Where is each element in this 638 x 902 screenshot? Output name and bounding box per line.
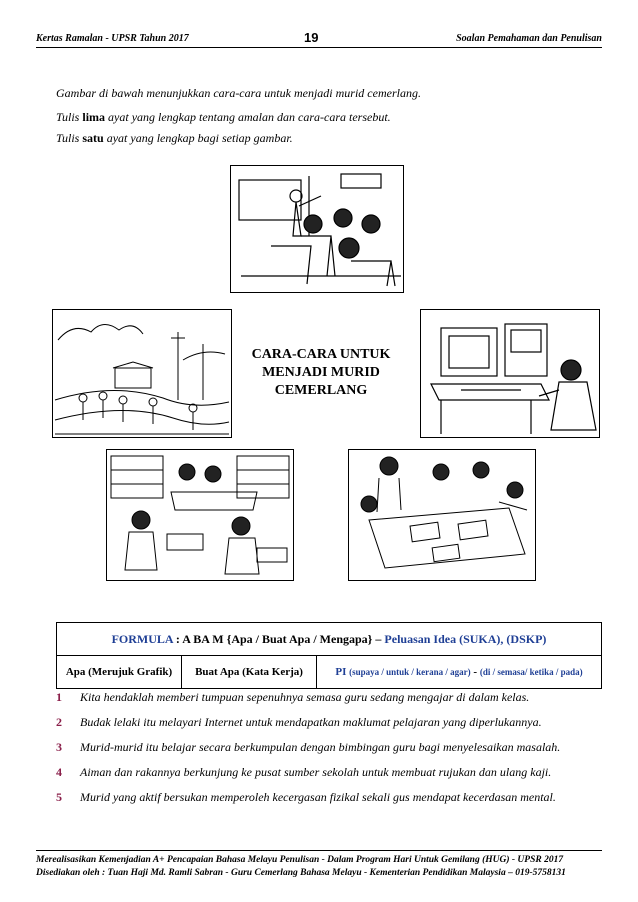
page-header bbox=[36, 30, 602, 48]
instruction-line-2: Tulis lima ayat yang lengkap tentang amalan dan cara-cara tersebut. bbox=[56, 110, 391, 124]
header-left: Kertas Ramalan - UPSR Tahun 2017 bbox=[36, 33, 189, 44]
formula-heading: FORMULA : A BA M {Apa / Buat Apa / Mengapa} – Peluasan Idea (SUKA), (DSKP) bbox=[57, 623, 601, 656]
answer-item: 5 Murid yang aktif bersukan memperoleh kecergasan fizikal sekali gus mendapat kecerdasan mental. bbox=[56, 790, 556, 804]
formula-col-pi: PI (supaya / untuk / kerana / agar) - (di / semasa/ ketika / pada) bbox=[335, 666, 583, 678]
computer-user-image bbox=[420, 309, 600, 438]
formula-box bbox=[56, 622, 602, 689]
group-study-image bbox=[348, 449, 536, 581]
formula-col-apa: Apa (Merujuk Grafik) bbox=[57, 656, 182, 688]
answer-item: 4 Aiman dan rakannya berkunjung ke pusat sumber sekolah untuk membuat rujukan dan ulang kaji. bbox=[56, 765, 552, 779]
page-number: 19 bbox=[304, 30, 319, 45]
header-right: Soalan Pemahaman dan Penulisan bbox=[456, 33, 602, 44]
answer-item: 1 Kita hendaklah memberi tumpuan sepenuhnya semasa guru sedang mengajar di dalam kelas. bbox=[56, 690, 530, 704]
classroom-teacher-image bbox=[230, 165, 404, 293]
answer-item: 2 Budak lelaki itu melayari Internet untuk mendapatkan maklumat pelajaran yang diperlukannya. bbox=[56, 715, 542, 729]
answer-item: 3 Murid-murid itu belajar secara berkumpulan dengan bimbingan guru bagi menyelesaikan masalah. bbox=[56, 740, 561, 754]
footer-line-1: Merealisasikan Kemenjadian A+ Pencapaian Bahasa Melayu Penulisan - Dalam Program Hari Untuk Gemilang (HUG) - UPSR 2017 bbox=[36, 855, 564, 865]
formula-col-buat-apa: Buat Apa (Kata Kerja) bbox=[182, 656, 317, 688]
answer-list bbox=[56, 690, 616, 815]
footer-line-2: Disediakan oleh : Tuan Haji Md. Ramli Sabran - Guru Cemerlang Bahasa Melayu - Kementerian Pendidikan Malaysia – 019-5758131 bbox=[36, 868, 566, 878]
footer-divider bbox=[36, 850, 602, 851]
formula-columns bbox=[57, 656, 601, 688]
jogging-exercise-image bbox=[52, 309, 232, 438]
instruction-line-1: Gambar di bawah menunjukkan cara-cara untuk menjadi murid cemerlang. bbox=[56, 86, 421, 100]
library-reading-image bbox=[106, 449, 294, 581]
header-divider bbox=[36, 47, 602, 48]
center-title: CARA-CARA UNTUK MENJADI MURID CEMERLANG bbox=[251, 347, 391, 398]
instruction-line-3: Tulis satu ayat yang lengkap bagi setiap gambar. bbox=[56, 131, 293, 145]
